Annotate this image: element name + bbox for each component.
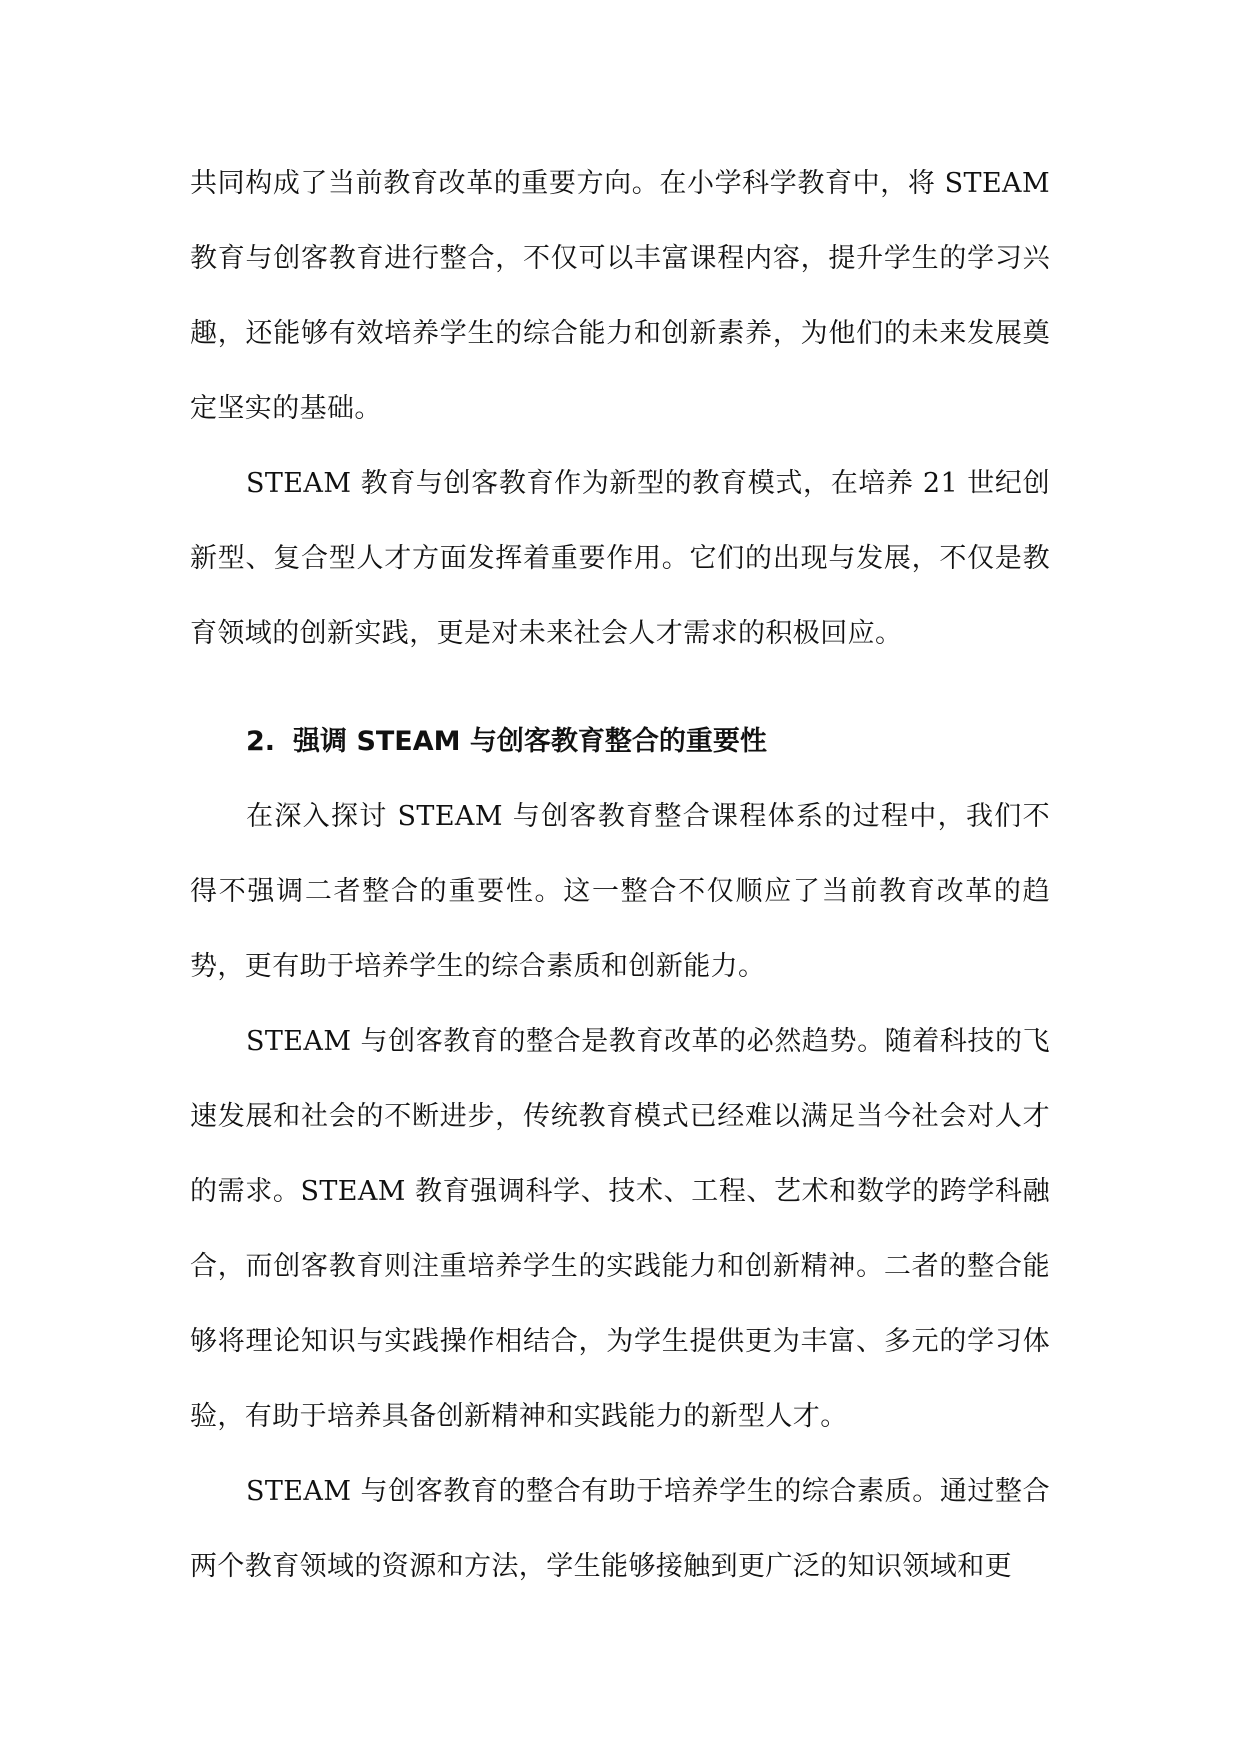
document-body xyxy=(190,146,1050,1604)
paragraph-comprehensive-quality: STEAM 与创客教育的整合有助于培养学生的综合素质。通过整合两个教育领域的资源和方法，学生能够接触到更广泛的知识领域和更 xyxy=(190,1476,1050,1582)
paragraph-integration-importance: 在深入探讨 STEAM 与创客教育整合课程体系的过程中，我们不得不强调二者整合的重要性。这一整合不仅顺应了当前教育改革的趋势，更有助于培养学生的综合素质和创新能力。 xyxy=(190,801,1050,982)
section-number: 2. xyxy=(246,726,276,757)
paragraph-steam-maker-intro: STEAM 教育与创客教育作为新型的教育模式，在培养 21 世纪创新型、复合型人才方面发挥着重要作用。它们的出现与发展，不仅是教育领域的创新实践，更是对未来社会人才需求的积极回应。 xyxy=(190,468,1050,649)
section-title: 强调 STEAM 与创客教育整合的重要性 xyxy=(293,726,767,757)
section-heading xyxy=(190,704,1050,779)
paragraph-reform-trend: STEAM 与创客教育的整合是教育改革的必然趋势。随着科技的飞速发展和社会的不断进步，传统教育模式已经难以满足当今社会对人才的需求。STEAM 教育强调科学、技术、工程、艺术和数学的跨学科融合，而创客教育则注重培养学生的实践能力和创新精神。二者的整合能够将理论知识与实践操作相结合，为学生提供更为丰富、多元的学习体验，有助于培养具备创新精神和实践能力的新型人才。 xyxy=(190,1026,1050,1432)
paragraph-continuation: 共同构成了当前教育改革的重要方向。在小学科学教育中，将 STEAM 教育与创客教育进行整合，不仅可以丰富课程内容，提升学生的学习兴趣，还能够有效培养学生的综合能力和创新素养，为他们的未来发展奠定坚实的基础。 xyxy=(190,168,1050,424)
